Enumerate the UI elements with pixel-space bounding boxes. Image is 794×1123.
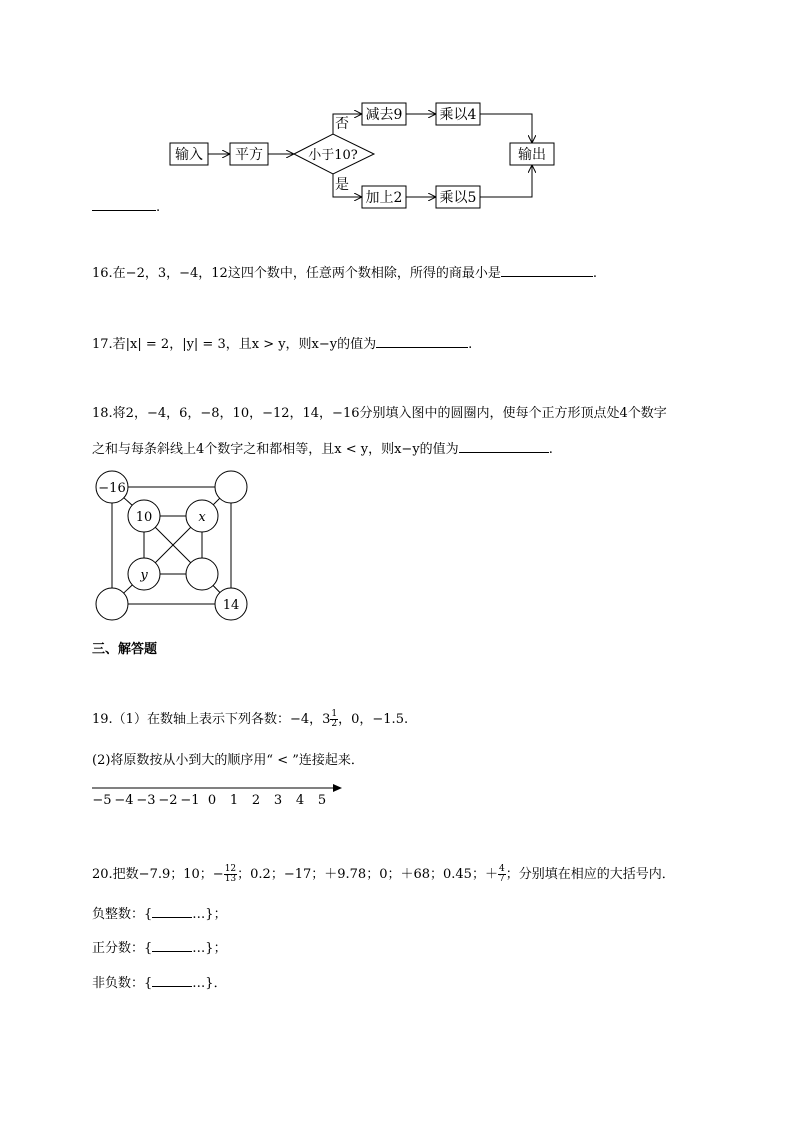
q18-blank[interactable] — [459, 438, 549, 453]
non-neg-period: ． — [213, 976, 227, 991]
flowchart — [90, 95, 570, 220]
answer-period: . — [156, 200, 161, 215]
non-negative-row — [92, 972, 227, 991]
circle-label-tl: −16 — [98, 481, 126, 496]
circle-label-inner-tr: x — [198, 510, 206, 525]
non-neg-label: 非负数：{ — [92, 976, 153, 991]
q19-text-post: ，0，−1.5. — [338, 712, 409, 727]
square-label: 平方 — [235, 147, 263, 163]
q20-text-mid: ；0.2；−17；＋9.78；0；＋68；0.45；＋ — [237, 867, 498, 882]
mul5-label: 乘以5 — [439, 190, 477, 206]
circle-outer-bl — [96, 588, 128, 620]
number-line-tick-label: −4 — [114, 793, 134, 808]
question-17 — [92, 333, 472, 352]
number-line-tick-label: 3 — [273, 793, 283, 808]
neg-int-blank[interactable] — [152, 903, 192, 918]
q18-text: 之和与每条斜线上4个数字之和都相等，且x < y，则x−y的值为 — [92, 442, 459, 457]
non-neg-ellipsis: …} — [192, 976, 214, 991]
q20-fraction-2: $\frac{4}{7}$ — [498, 864, 505, 884]
number-line-tick-label: −5 — [92, 793, 112, 808]
number-line — [90, 778, 350, 808]
number-line-arrow — [333, 784, 342, 792]
q17-period: . — [468, 337, 473, 352]
question-18-line2 — [92, 438, 553, 457]
non-neg-blank[interactable] — [152, 972, 192, 987]
condition-label: 小于10? — [308, 148, 358, 163]
q20-text-post: ；分别填在相应的大括号内． — [505, 867, 675, 882]
number-line-tick-label: −3 — [136, 793, 156, 808]
sub9-label: 减去9 — [365, 107, 403, 123]
q20-fraction-1: $\frac{12}{13}$ — [224, 864, 237, 884]
answer-blank[interactable] — [92, 196, 156, 211]
pos-frac-semicolon: ； — [213, 941, 227, 956]
no-label: 否 — [335, 116, 349, 132]
question-20 — [92, 863, 675, 884]
question-19-part2: (2)将原数按从小到大的顺序用“ < ”连接起来． — [92, 753, 364, 768]
positive-fraction-row — [92, 937, 227, 956]
q19-text-pre: 19.（1）在数轴上表示下列各数：−4，3 — [92, 712, 331, 727]
neg-int-ellipsis: …} — [192, 907, 214, 922]
circle-outer-tr — [215, 471, 247, 503]
pos-frac-ellipsis: …} — [192, 941, 214, 956]
add2-label: 加上2 — [365, 190, 403, 206]
q20-text-pre: 20.把数−7.9；10；− — [92, 867, 224, 882]
number-line-tick-label: −1 — [180, 793, 200, 808]
q16-period: . — [592, 266, 597, 281]
q16-text: 16.在−2，3，−4，12这四个数中，任意两个数相除，所得的商最小是 — [92, 266, 501, 281]
number-line-tick-label: 5 — [317, 793, 327, 808]
q19-fraction: $\frac{1}{2}$ — [331, 709, 338, 729]
question-19-part1 — [92, 708, 408, 729]
number-line-tick-label: 1 — [229, 793, 239, 808]
flowchart-answer — [92, 196, 160, 215]
q17-blank[interactable] — [376, 333, 468, 348]
circle-inner-br — [186, 558, 218, 590]
yes-label: 是 — [335, 177, 349, 193]
number-line-tick-label: 4 — [295, 793, 305, 808]
output-label: 输出 — [518, 147, 546, 163]
question-16 — [92, 262, 597, 281]
question-18-line1: 18.将2，−4，6，−8，10，−12，14，−16分别填入图中的圆圈内，使每个正方形顶点处4个数字 — [92, 406, 667, 421]
pos-frac-blank[interactable] — [152, 937, 192, 952]
number-line-tick-label: 2 — [251, 793, 261, 808]
q17-text: 17.若|x| = 2，|y| = 3，且x > y，则x−y的值为 — [92, 337, 377, 352]
neg-int-semicolon: ； — [213, 907, 227, 922]
pos-frac-label: 正分数：{ — [92, 941, 153, 956]
q16-blank[interactable] — [501, 262, 593, 277]
circle-label-inner-tl: 10 — [135, 510, 153, 525]
q18-period: . — [548, 442, 553, 457]
input-label: 输入 — [175, 147, 203, 163]
square-circle-diagram — [90, 466, 260, 626]
neg-int-label: 负整数：{ — [92, 907, 153, 922]
circle-label-inner-bl: y — [140, 568, 148, 583]
circle-label-br: 14 — [222, 598, 240, 613]
negative-integer-row — [92, 903, 227, 922]
number-line-tick-label: −2 — [158, 793, 178, 808]
mul4-label: 乘以4 — [439, 107, 477, 123]
number-line-tick-label: 0 — [207, 793, 217, 808]
section-heading: 三、解答题 — [92, 642, 158, 657]
